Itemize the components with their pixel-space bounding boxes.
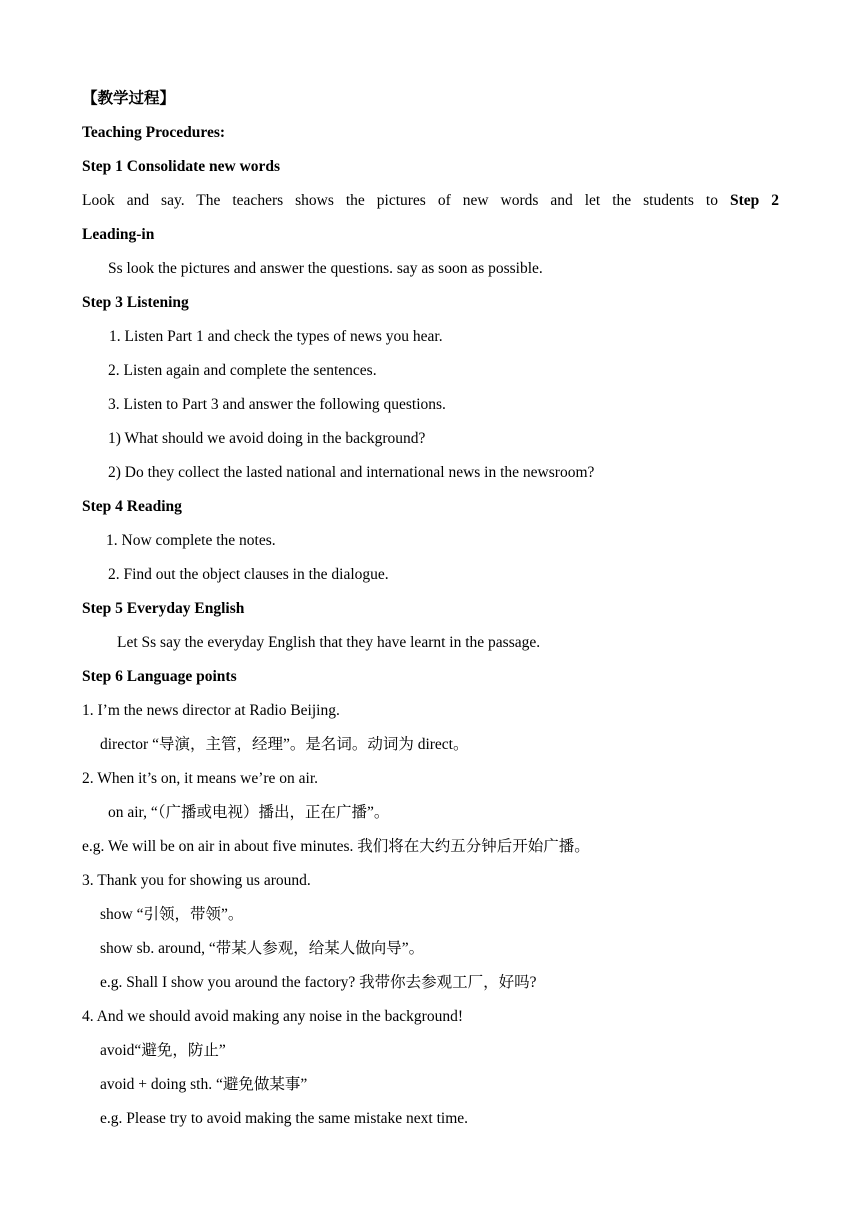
point-4-note-1: avoid“避免，防止”: [100, 1042, 226, 1059]
step4-item-1: 1. Now complete the notes.: [106, 532, 276, 549]
point-4-example: e.g. Please try to avoid making the same mistake next time.: [100, 1110, 469, 1127]
step3-question-2: 2) Do they collect the lasted national and international news in the newsroom?: [108, 464, 595, 481]
point-3-sentence: 3. Thank you for showing us around.: [82, 872, 311, 889]
step1-heading: Step 1 Consolidate new words: [82, 158, 281, 175]
point-3-note-2: show sb. around, “带某人参观，给某人做向导”。: [100, 940, 425, 957]
step3-item-1: 1. Listen Part 1 and check the types of news you hear.: [109, 328, 443, 345]
procedures-title: Teaching Procedures:: [82, 124, 226, 141]
step6-heading: Step 6 Language points: [82, 668, 237, 685]
point-2-note-1: on air, “（广播或电视）播出，正在广播”。: [108, 804, 390, 821]
point-4-sentence: 4. And we should avoid making any noise in the background!: [82, 1008, 463, 1025]
step5-body: Let Ss say the everyday English that they have learnt in the passage.: [117, 634, 541, 651]
point-3-example: e.g. Shall I show you around the factory? 我带你去参观工厂，好吗?: [100, 974, 537, 991]
step4-item-2: 2. Find out the object clauses in the dialogue.: [108, 566, 389, 583]
point-3-note-1: show “引领，带领”。: [100, 906, 244, 923]
step2-heading-start: Step 2: [729, 192, 779, 209]
step2-heading-cont: Leading-in: [82, 226, 155, 243]
step3-item-2: 2. Listen again and complete the sentences.: [108, 362, 377, 379]
section-heading: 【教学过程】: [82, 90, 176, 107]
step4-heading: Step 4 Reading: [82, 498, 182, 515]
point-4-note-2: avoid + doing sth. “避免做某事”: [100, 1076, 308, 1093]
step5-heading: Step 5 Everyday English: [82, 600, 245, 617]
point-1-sentence: 1. I’m the news director at Radio Beijing.: [82, 702, 340, 719]
point-1-note-1: director “导演，主管，经理”。是名词。动词为 direct。: [100, 736, 469, 753]
step3-item-3: 3. Listen to Part 3 and answer the following questions.: [108, 396, 446, 413]
step3-heading: Step 3 Listening: [82, 294, 189, 311]
step1-body-line: [82, 184, 779, 218]
point-2-sentence: 2. When it’s on, it means we’re on air.: [82, 770, 319, 787]
step3-question-1: 1) What should we avoid doing in the background?: [108, 430, 426, 447]
step1-body: Look and say. The teachers shows the pictures of new words and let the students to: [82, 192, 718, 209]
point-2-example: e.g. We will be on air in about five minutes. 我们将在大约五分钟后开始广播。: [82, 838, 590, 855]
step2-body: Ss look the pictures and answer the questions. say as soon as possible.: [108, 260, 543, 277]
